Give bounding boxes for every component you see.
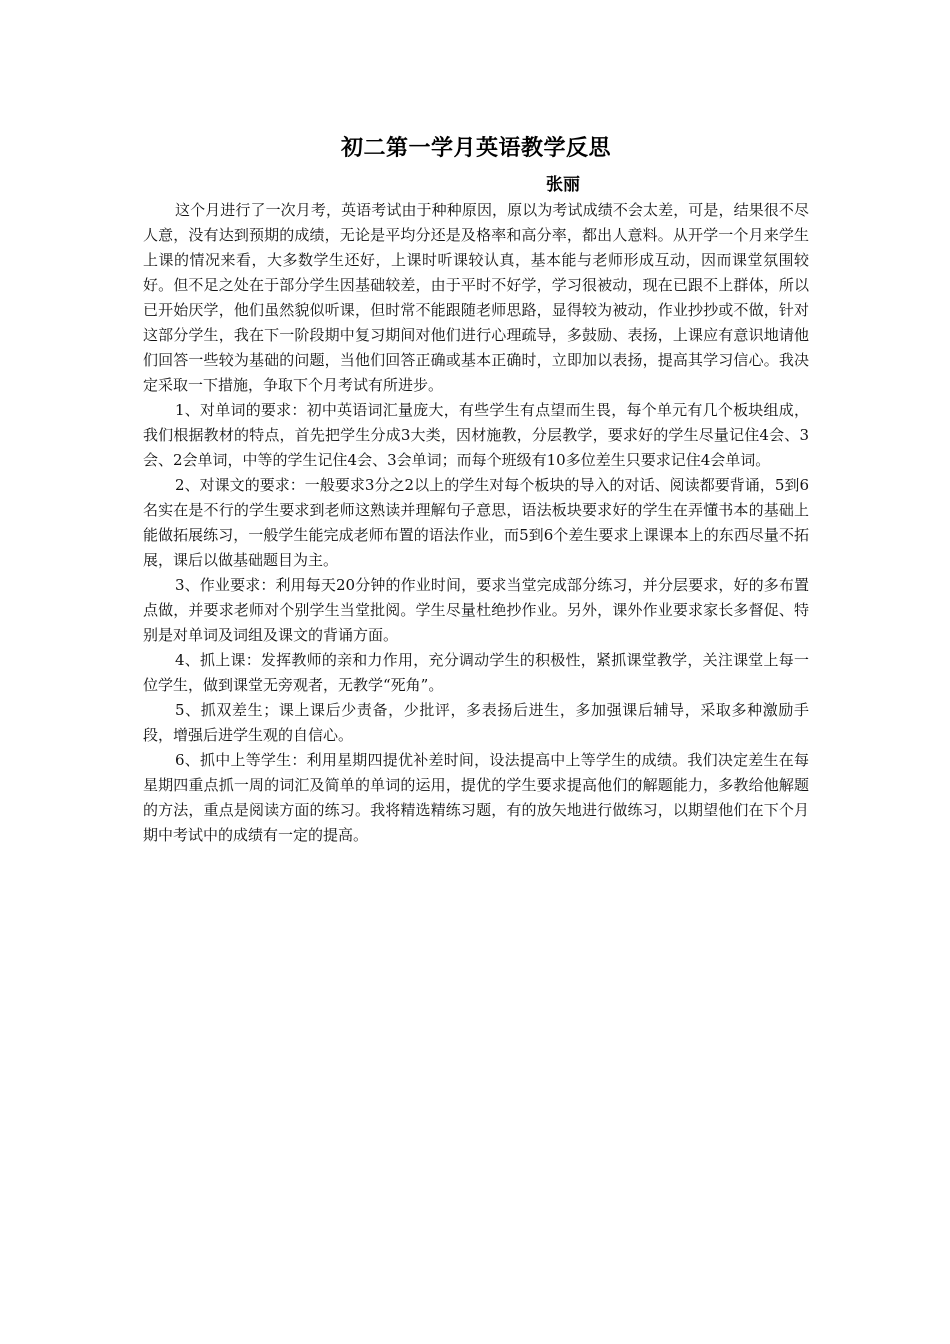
paragraph-vocabulary: 1、对单词的要求：初中英语词汇量庞大，有些学生有点望而生畏，每个单元有几个板块组成，我们根据教材的特点，首先把学生分成3大类，因材施教，分层教学，要求好的学生尽量记住4会、3会、2会单词，中等的学生记住4会、3会单词；而每个班级有10多位差生只要求记住4会单词。 xyxy=(143,401,809,469)
author-name: 张丽 xyxy=(546,175,580,195)
document-content xyxy=(143,132,809,848)
paragraph-weak-students: 5、抓双差生；课上课后少责备，少批评，多表扬后进生，多加强课后辅导，采取多种激励手段，增强后进学生观的自信心。 xyxy=(143,701,809,744)
paragraph-intro: 这个月进行了一次月考，英语考试由于种种原因，原以为考试成绩不会太差，可是，结果很不尽人意，没有达到预期的成绩，无论是平均分还是及格率和高分率，都出人意料。从开学一个月来学生上课的情况来看，大多数学生还好，上课时听课较认真，基本能与老师形成互动，因而课堂氛围较好。但不足之处在于部分学生因基础较差，由于平时不好学，学习很被动，现在已跟不上群体，所以已开始厌学，他们虽然貌似听课，但时常不能跟随老师思路，显得较为被动，作业抄抄或不做，针对这部分学生，我在下一阶段期中复习期间对他们进行心理疏导，多鼓励、表扬，上课应有意识地请他们回答一些较为基础的问题，当他们回答正确或基本正确时，立即加以表扬，提高其学习信心。我决定采取一下措施，争取下个月考试有所进步。 xyxy=(143,201,809,394)
paragraph-texts: 2、对课文的要求：一般要求3分之2以上的学生对每个板块的导入的对话、阅读都要背诵，5到6名实在是不行的学生要求到老师这熟读并理解句子意思，语法板块要求好的学生在弄懂书本的基础上能做拓展练习，一般学生能完成老师布置的语法作业，而5到6个差生要求上课课本上的东西尽量不拓展，课后以做基础题目为主。 xyxy=(143,476,809,569)
paragraph-upper-students: 6、抓中上等学生：利用星期四提优补差时间，设法提高中上等学生的成绩。我们决定差生在每星期四重点抓一周的词汇及简单的单词的运用，提优的学生要求提高他们的解题能力，多教给他解题的方法，重点是阅读方面的练习。我将精选精练习题，有的放矢地进行做练习，以期望他们在下个月期中考试中的成绩有一定的提高。 xyxy=(143,751,809,844)
document-title: 初二第一学月英语教学反思 xyxy=(340,136,611,161)
paragraph-homework: 3、作业要求：利用每天20分钟的作业时间，要求当堂完成部分练习，并分层要求，好的多布置点做，并要求老师对个别学生当堂批阅。学生尽量杜绝抄作业。另外，课外作业要求家长多督促、特别是对单词及词组及课文的背诵方面。 xyxy=(143,576,809,644)
paragraph-classroom: 4、抓上课：发挥教师的亲和力作用，充分调动学生的积极性，紧抓课堂教学，关注课堂上每一位学生，做到课堂无旁观者，无教学“死角”。 xyxy=(143,651,809,694)
document-body xyxy=(143,198,809,848)
